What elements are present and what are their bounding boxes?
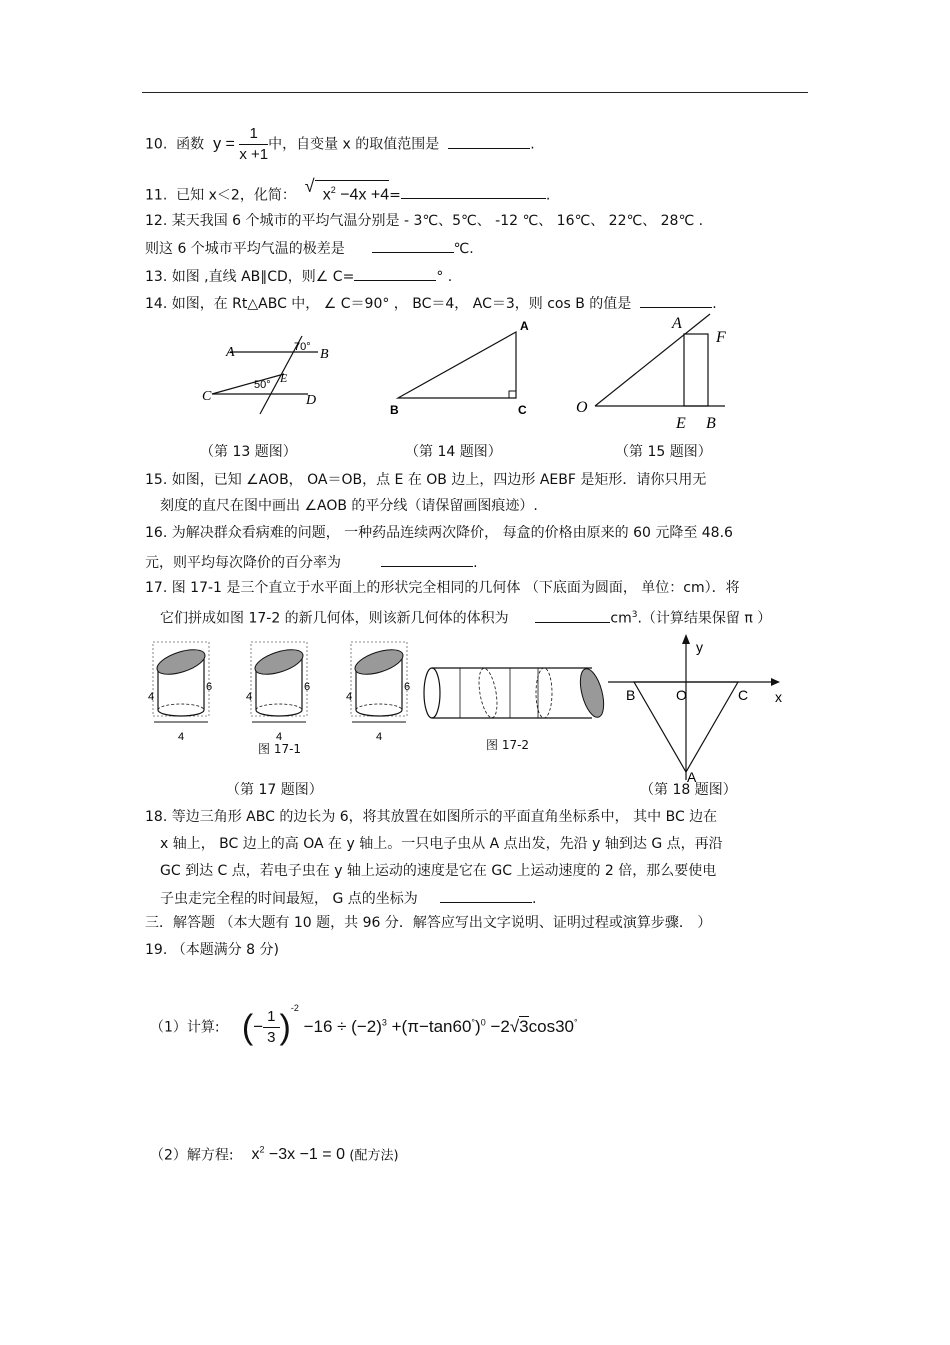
q19-part1: （1）计算: (− $\frac{1}{3}$ )$^{-2} -16 \div (-2)^3 +(\pi-\tan 60^\circ)^0 -2√3\cos 30^\circ$ — [150, 1003, 578, 1047]
label-a: A — [520, 319, 529, 333]
solid-2 — [251, 642, 307, 722]
label-c: C — [738, 687, 749, 703]
figure-18 — [600, 632, 800, 785]
solid-1 — [153, 642, 209, 722]
fig18-caption: （第 18 题图） — [640, 782, 737, 798]
question-15-line2: 刻度的直尺在图中画出 ∠AOB 的平分线（请保留画图痕迹）. — [160, 498, 538, 514]
func-y: y = — [213, 135, 235, 153]
figure-14 — [390, 316, 540, 426]
question-18-line1: 18. 等边三角形 ABC 的边长为 6，将其放置在如图所示的平面直角坐标系中， 其中 BC 边在 — [145, 809, 718, 825]
answer-blank-18[interactable] — [440, 888, 532, 903]
label-b: B — [320, 347, 329, 362]
dim-left-3: 4 — [346, 691, 353, 703]
label-o: O — [676, 687, 687, 703]
answer-blank-14[interactable] — [640, 293, 712, 308]
question-12-line2: 则这 6 个城市平均气温的极差是 ℃. — [145, 238, 474, 258]
dim-left-1: 4 — [148, 691, 155, 703]
figure-15 — [570, 308, 740, 433]
label-f: F — [716, 329, 726, 346]
answer-blank-16[interactable] — [381, 552, 473, 567]
question-17-line2: 它们拼成如图 17-2 的新几何体，则该新几何体的体积为 $cm^3$.（计算结果保留 π ） — [160, 606, 771, 628]
figure-17-2 — [420, 660, 610, 730]
figure-17-1 — [148, 636, 428, 746]
sqrt-expression: √ $x^2 -4x +4$ — [304, 176, 390, 204]
label-b: B — [626, 687, 636, 703]
fraction: $\frac{1}{x +1}$ — [239, 125, 269, 163]
header-rule — [142, 92, 808, 93]
dim-right-2: 6 — [304, 681, 311, 693]
sqrt-sign-icon: √ — [304, 176, 315, 196]
part2-expression: $x^2 -3x -1 = 0$ — [251, 1145, 345, 1164]
dim-bottom-3: 4 — [376, 731, 383, 743]
dim-bottom-1: 4 — [178, 731, 185, 743]
fig14-caption: （第 14 题图） — [405, 444, 502, 460]
fig17-caption: （第 17 题图） — [226, 782, 323, 798]
label-o: O — [576, 399, 588, 416]
fig17-2-caption: 图 17-2 — [486, 738, 530, 752]
solid-3 — [351, 642, 407, 722]
label-a: A — [226, 345, 235, 360]
question-18-line2: x 轴上， BC 边上的高 OA 在 y 轴上。一只电子虫从 A 点出发，先沿 y 轴到达 G 点，再沿 — [160, 836, 723, 852]
answer-blank-12[interactable] — [372, 238, 454, 253]
ray-oa — [595, 314, 710, 406]
right-angle-mark — [509, 391, 516, 398]
question-18-line3: GC 到达 C 点，若电子虫在 y 轴上运动的速度是它在 GC 上运动速度的 2 倍，那么要使电 — [160, 863, 717, 879]
dim-right-3: 6 — [404, 681, 411, 693]
question-12-line1: 12. 某天我国 6 个城市的平均气温分别是 - 3℃、5℃、 -12 ℃、 16℃、 22℃、 28℃ . — [145, 213, 704, 229]
angle-70: 70° — [294, 341, 311, 353]
fig17-1-caption: 图 17-1 — [258, 742, 302, 756]
part1-expression: (− $\frac{1}{3}$ )$^{-2} -16 \div (-2)^3 +(\pi-\tan 60^\circ)^0 -2√3\cos 30^\circ$ — [241, 1003, 578, 1047]
q19-part2: （2）解方程: $x^2 -3x -1 = 0$ (配方法) — [150, 1145, 399, 1164]
question-13: 13. 如图 ,直线 AB∥CD，则∠ C= ° . — [145, 266, 452, 286]
label-c: C — [518, 403, 527, 417]
dim-right-1: 6 — [206, 681, 213, 693]
fig15-caption: （第 15 题图） — [615, 444, 712, 460]
question-18-line4: 子虫走完全程的时间最短， G 点的坐标为 . — [160, 888, 536, 908]
answer-blank-17[interactable] — [535, 608, 610, 623]
label-b: B — [706, 415, 716, 432]
question-17-line1: 17. 图 17-1 是三个直立于水平面上的形状完全相同的几何体 （下底面为圆面， 单位：cm）．将 — [145, 580, 740, 596]
dim-left-2: 4 — [246, 691, 253, 703]
label-c: C — [202, 389, 212, 404]
label-b: B — [390, 403, 399, 417]
angle-50: 50° — [254, 379, 271, 391]
label-e: E — [280, 371, 288, 385]
fig13-caption: （第 13 题图） — [200, 444, 297, 460]
label-d: D — [306, 393, 317, 408]
rectangle-aebf — [684, 334, 708, 406]
dim-bottom-2: 4 — [276, 731, 283, 743]
sqrt-sign-icon: √ — [509, 1016, 520, 1036]
answer-blank-13[interactable] — [354, 266, 436, 281]
label-y: y — [696, 639, 703, 655]
label-a: A — [687, 769, 697, 785]
question-16-line1: 16. 为解决群众看病难的问题， 一种药品连续两次降价， 每盒的价格由原来的 60 元降至 48.6 — [145, 525, 733, 541]
question-14: 14. 如图，在 Rt△ABC 中， ∠ C＝90° ， BC＝4， AC＝3，则 cos B 的值是 . — [145, 293, 717, 313]
section-3-heading: 三．解答题 （本大题有 10 题，共 96 分．解答应写出文字说明、证明过程或演算步骤． ） — [145, 915, 712, 931]
triangle-abc — [398, 332, 516, 398]
question-10: 10. 函数 y = $\frac{1}{x +1}$ 中，自变量 x 的取值范围是 . — [145, 125, 535, 163]
question-15-line1: 15. 如图，已知 ∠AOB， OA＝OB，点 E 在 OB 边上，四边形 AEBF 是矩形．请你只用无 — [145, 472, 707, 488]
figure-13 — [200, 330, 330, 420]
answer-blank-11[interactable] — [401, 184, 546, 199]
question-11: 11. 已知 x＜2，化简： √ $x^2 -4x +4=$ . — [145, 176, 551, 204]
label-e: E — [676, 415, 686, 432]
line-ce — [212, 374, 284, 394]
y-axis-arrow-icon — [682, 634, 690, 644]
label-x: x — [775, 689, 782, 705]
answer-blank-10[interactable] — [448, 134, 530, 149]
question-19: 19. （本题满分 8 分) — [145, 942, 279, 958]
label-a: A — [672, 315, 682, 332]
question-16-line2: 元，则平均每次降价的百分率为 . — [145, 552, 478, 572]
x-axis-arrow-icon — [771, 678, 780, 686]
